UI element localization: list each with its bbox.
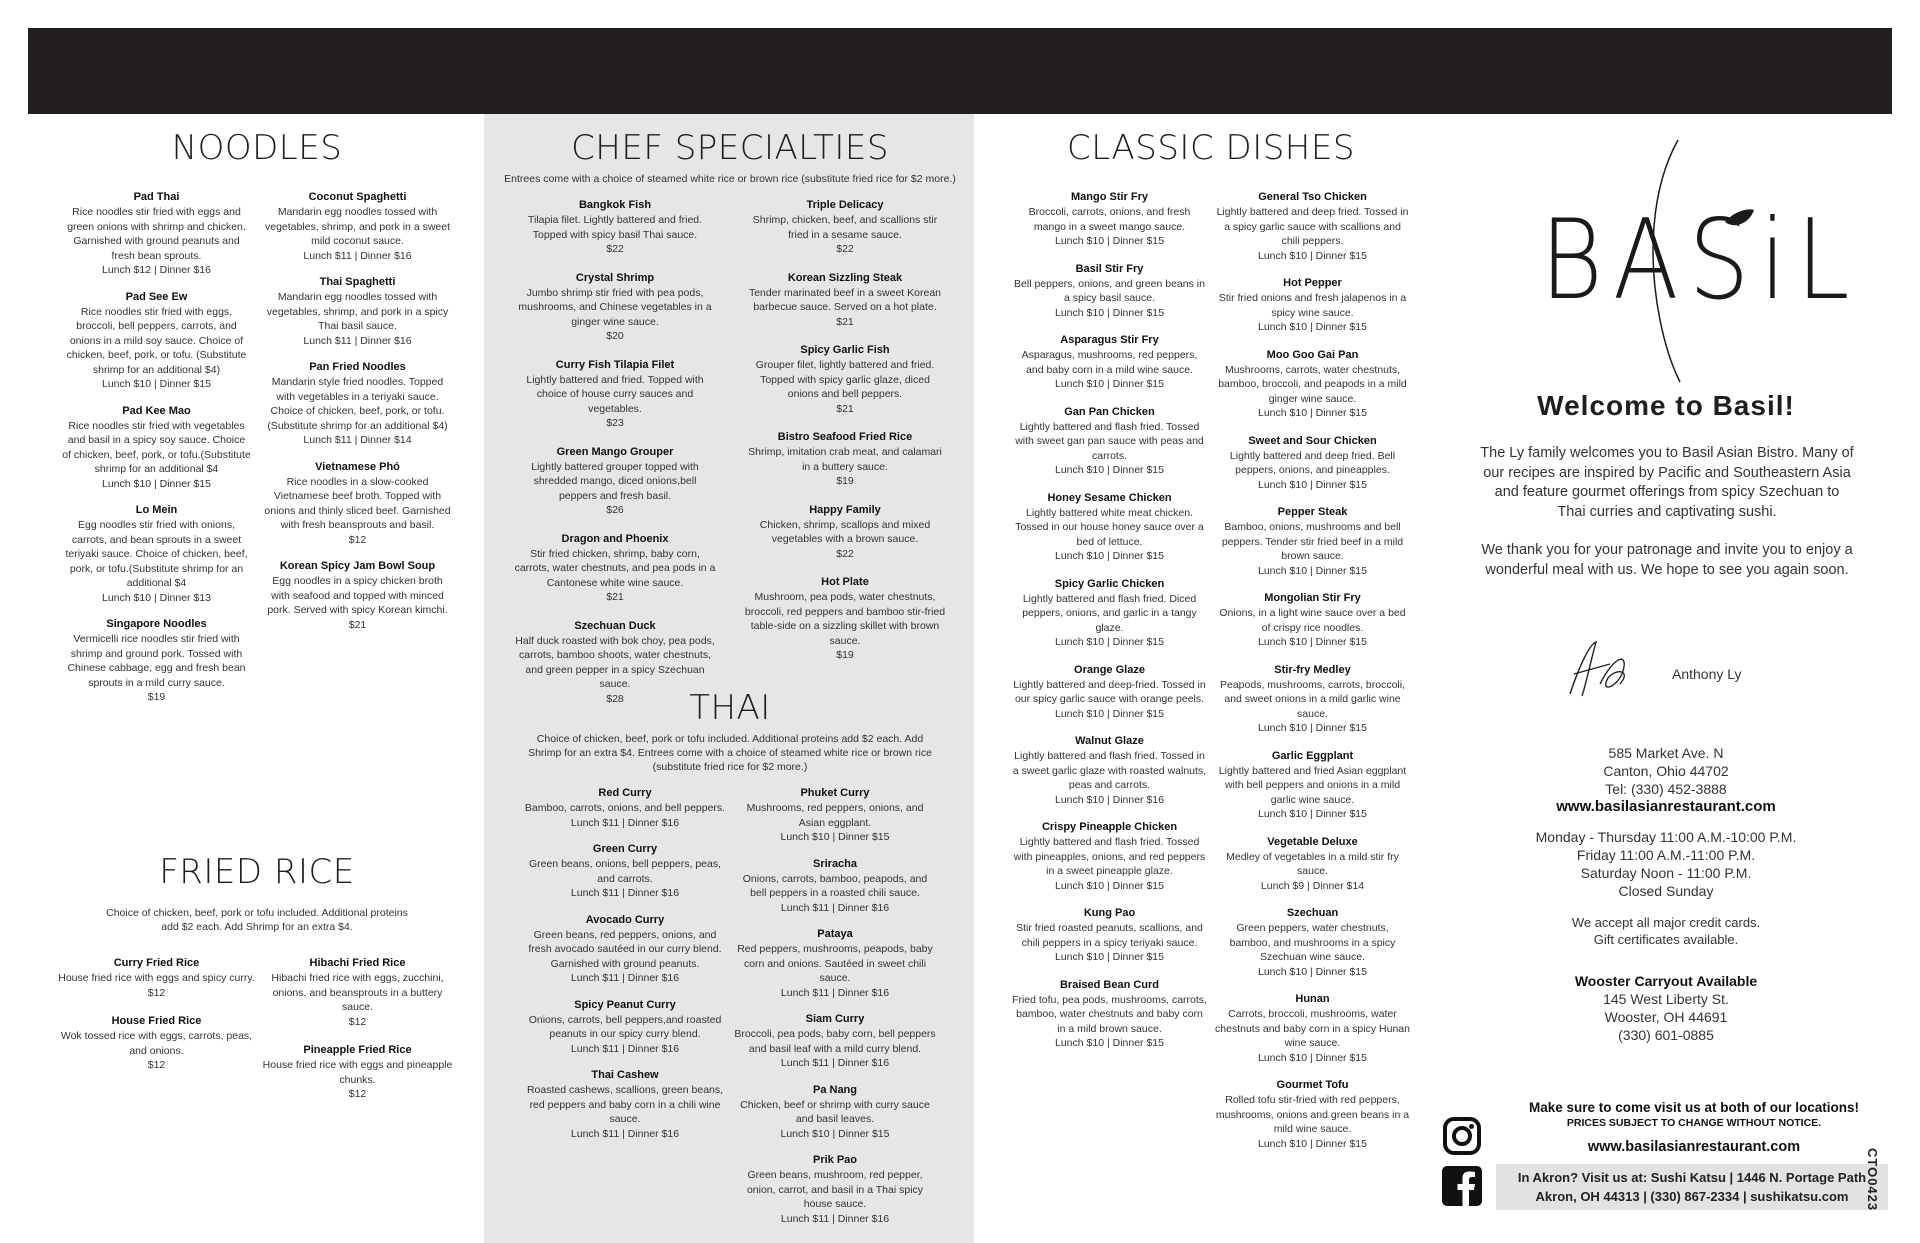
menu-item — [1012, 333, 1207, 392]
menu-item — [514, 532, 716, 605]
menu-item — [263, 275, 452, 348]
wooster-line-1: 145 West Liberty St. — [1603, 991, 1729, 1007]
menu-item-desc: Green beans, onions, bell peppers, peas, and carrots. — [528, 858, 722, 885]
menu-item-desc: Lightly battered white meat chicken. Tossed in our house honey sauce over a bed of lettuce. — [1015, 506, 1204, 548]
intro-paragraph-2: We thank you for your patronage and invite you to enjoy a wonderful meal with us. We hope to see you again soon. — [1481, 542, 1853, 578]
hours-line-1: Monday - Thursday 11:00 A.M.-10:00 P.M. — [1535, 829, 1797, 845]
menu-item — [524, 786, 726, 830]
menu-item — [1215, 663, 1410, 736]
menu-item-name: Gan Pan Chicken — [1064, 405, 1155, 418]
menu-item — [1215, 835, 1410, 894]
chef-left-list — [500, 198, 730, 720]
menu-item-desc: Medley of vegetables in a mild stir fry sauce. — [1226, 850, 1399, 877]
menu-item-name: Siam Curry — [805, 1013, 865, 1025]
menu-item-desc: Lightly battered and fried Asian eggplant with bell peppers and onions in a mild garlic wine sauce. — [1218, 764, 1407, 806]
menu-item-price: Lunch $10 | Dinner $15 — [1258, 249, 1367, 262]
menu-item — [514, 445, 716, 518]
menu-item-name: Dragon and Phoenix — [561, 532, 669, 545]
menu-item-name: Gourmet Tofu — [1276, 1079, 1349, 1091]
menu-item-price: Lunch $10 | Dinner $15 — [1055, 306, 1164, 319]
menu-item-name: Hot Plate — [821, 576, 869, 588]
basil-logo — [1540, 130, 1860, 390]
menu-item — [1215, 749, 1410, 822]
noodles-right-list — [257, 190, 458, 717]
menu-item — [62, 503, 251, 605]
menu-item-price: Lunch $10 | Dinner $15 — [780, 1127, 890, 1140]
welcome-heading: Welcome to Basil! — [1537, 390, 1795, 421]
payment-block — [1440, 914, 1892, 948]
menu-item-name: Hibachi Fried Rice — [309, 957, 406, 969]
menu-item-desc: Lightly battered and fried. Topped with choice of house curry sauces and vegetables. — [526, 373, 704, 415]
menu-item-name: Pan Fried Noodles — [309, 361, 406, 373]
menu-item-desc: Lightly battered grouper topped with shredded mango, diced onions,bell peppers and fresh basil. — [531, 460, 699, 502]
menu-item-name: Phuket Curry — [800, 787, 870, 799]
menu-item-price: Lunch $10 | Dinner $15 — [1055, 951, 1164, 963]
menu-item — [263, 460, 452, 548]
menu-item — [524, 842, 726, 901]
visit-message: Make sure to come visit us at both of our locations! — [1528, 1100, 1860, 1115]
akron-line-1: In Akron? Visit us at: Sushi Katsu | 1446 N. Portage Path — [1517, 1170, 1867, 1185]
menu-item-name: Korean Spicy Jam Bowl Soup — [279, 560, 436, 572]
menu-item-desc: Carrots, broccoli, mushrooms, water chestnuts and baby corn in a spicy Hunan wine sauce. — [1215, 1008, 1410, 1049]
menu-item-price: Lunch $10 | Dinner $15 — [1258, 1051, 1367, 1064]
menu-item-name: General Tso Chicken — [1258, 191, 1367, 203]
menu-item-desc: Lightly battered and deep-fried. Tossed in our spicy garlic sauce with orange peels. — [1013, 678, 1206, 705]
menu-item-desc: Lightly battered and flash fried. Diced peppers, onions, and garlic in a tangy glaze. — [1022, 592, 1197, 634]
menu-item-name: Crystal Shrimp — [575, 271, 655, 284]
menu-item-name: Coconut Spaghetti — [308, 191, 407, 203]
menu-item — [734, 927, 936, 1000]
menu-item-name: Pineapple Fried Rice — [303, 1044, 412, 1056]
menu-item — [524, 913, 726, 986]
menu-item-name: House Fried Rice — [111, 1015, 202, 1027]
website-link[interactable]: www.basilasianrestaurant.com — [1556, 798, 1776, 815]
thai-right-list — [730, 786, 940, 1238]
menu-item-desc: Egg noodles in a spicy chicken broth with seafood and topped with minced pork. Served with spicy Korean kimchi. — [267, 575, 448, 616]
menu-item-desc: Stir fried onions and fresh jalapenos in a spicy wine sauce. — [1218, 292, 1407, 319]
menu-item-price: Lunch $10 | Dinner $15 — [102, 378, 211, 390]
menu-item-desc: Rice noodles stir fried with eggs and green onions with shrimp and chicken. Garnished with ground peanuts and fresh bean sprouts. — [67, 206, 246, 262]
menu-item-name: Bangkok Fish — [578, 199, 652, 211]
menu-item-name: Vietnamese Phó — [315, 460, 400, 473]
menu-item-desc: Lightly battered and flash fried. Tossed with sweet gan pan sauce with peas and carrots. — [1015, 420, 1204, 462]
menu-item-name: Thai Spaghetti — [319, 276, 396, 288]
menu-item-price: $12 — [348, 1088, 367, 1100]
menu-item-desc: Mushrooms, carrots, water chestnuts, bamboo, broccoli, and peapods in a mild ginger wine sauce. — [1218, 363, 1407, 405]
menu-item-price: Lunch $10 | Dinner $15 — [1055, 550, 1164, 562]
menu-item-price: Lunch $11 | Dinner $16 — [303, 334, 412, 347]
menu-item — [1012, 262, 1207, 321]
menu-item — [734, 1012, 936, 1071]
menu-item-name: Pepper Steak — [1277, 506, 1348, 518]
menu-item-name: Garlic Eggplant — [1271, 749, 1354, 762]
menu-item-desc: Lightly battered and deep fried. Bell peppers, onions, and pineapples. — [1229, 449, 1396, 476]
menu-item-name: Sriracha — [812, 857, 858, 870]
menu-item — [257, 1043, 458, 1102]
menu-item — [744, 198, 946, 257]
menu-item-desc: Shrimp, chicken, beef, and scallions stir fried in a sesame sauce. — [752, 214, 938, 241]
menu-item-price: $19 — [147, 691, 166, 703]
menu-item — [1215, 276, 1410, 335]
menu-item — [1215, 906, 1410, 979]
fried-rice-title: FRIED RICE — [159, 852, 355, 892]
menu-item-name: Green Mango Grouper — [556, 445, 674, 458]
menu-item-desc: Hibachi fried rice with eggs, zucchini, onions, and beansprouts in a buttery sauce. — [271, 972, 444, 1013]
menu-item-name: Red Curry — [598, 787, 652, 799]
menu-item-price: Lunch $11 | Dinner $16 — [570, 1127, 680, 1140]
menu-item-name: Szechuan Duck — [574, 619, 656, 632]
menu-item-price: $12 — [147, 986, 166, 999]
menu-item — [1215, 348, 1410, 421]
menu-item — [263, 559, 452, 632]
menu-item-name: Mango Stir Fry — [1070, 191, 1148, 203]
menu-item-desc: Onions, carrots, bell peppers,and roasted peanuts in our spicy curry blend. — [528, 1013, 722, 1040]
menu-item-name: Moo Goo Gai Pan — [1266, 348, 1359, 361]
menu-item-price: $26 — [606, 504, 624, 516]
header-bar — [28, 28, 1892, 114]
akron-banner — [1496, 1164, 1888, 1210]
menu-item-name: Happy Family — [809, 503, 881, 516]
menu-item-desc: Lightly battered and flash fried. Tossed with pineapples, onions, and red peppers in a sweet pineapple glaze. — [1013, 836, 1206, 877]
wooster-block — [1440, 972, 1892, 1044]
menu-item — [257, 956, 458, 1029]
menu-item — [734, 1083, 936, 1142]
menu-item — [514, 358, 716, 431]
menu-item-desc: Broccoli, carrots, onions, and fresh mango in a sweet mango sauce. — [1028, 206, 1191, 233]
hours-line-2: Friday 11:00 A.M.-11:00 P.M. — [1576, 847, 1756, 863]
menu-item-desc: Stir fried chicken, shrimp, baby corn, carrots, water chestnuts, and pea pods in a Cantonese white wine sauce. — [514, 547, 716, 589]
menu-item — [1012, 190, 1207, 249]
cards-line-1: We accept all major credit cards. — [1571, 915, 1761, 930]
menu-item — [1215, 992, 1410, 1065]
menu-item-price: $12 — [348, 1015, 367, 1028]
hours-line-4: Closed Sunday — [1618, 883, 1714, 899]
wooster-heading: Wooster Carryout Available — [1574, 973, 1758, 989]
hours-block — [1440, 828, 1892, 900]
menu-item-name: Stir-fry Medley — [1274, 663, 1351, 676]
menu-item-desc: Mandarin egg noodles tossed with vegetables, shrimp, and pork in a spicy Thai basil sauce. — [266, 291, 449, 332]
address-line-1: 585 Market Ave. N — [1608, 745, 1724, 761]
menu-item-name: Korean Sizzling Steak — [787, 271, 903, 284]
menu-item-price: Lunch $10 | Dinner $15 — [1055, 235, 1164, 247]
menu-item-desc: Lightly battered and deep fried. Tossed in a spicy garlic sauce with scallions and chili peppers. — [1216, 206, 1409, 247]
menu-item-price: Lunch $11 | Dinner $16 — [303, 249, 412, 262]
menu-item — [1215, 434, 1410, 493]
menu-item — [514, 198, 716, 257]
menu-item-desc: Grouper filet, lightly battered and fried. Topped with spicy garlic glaze, diced onions and bell peppers. — [755, 359, 935, 400]
intro-paragraph-1: The Ly family welcomes you to Basil Asian Bistro. Many of our recipes are inspired by Pacific and Southeastern Asia and feature gourmet offerings from spicy Szechuan to Thai curries and captivating sushi. — [1480, 445, 1854, 520]
menu-item-desc: Red peppers, mushrooms, peapods, baby corn and onions. Sautéed in sweet chili sauce. — [737, 943, 933, 984]
menu-item-price: Lunch $11 | Dinner $16 — [780, 1057, 890, 1069]
classic-title: CLASSIC DISHES — [1067, 128, 1355, 168]
menu-item-price: $12 — [348, 533, 367, 546]
thai-title: THAI — [689, 688, 771, 728]
menu-item-desc: Rice noodles stir fried with eggs, broccoli, bell peppers, carrots, and onions in a mild soy sauce. Choice of chicken, beef, pork, or tofu. (Substitute shrimp for an additional $4) — [66, 305, 247, 376]
instagram-icon[interactable] — [1442, 1116, 1482, 1156]
menu-item — [62, 404, 251, 492]
menu-item — [1215, 591, 1410, 650]
menu-item-price: $22 — [606, 243, 624, 255]
fried-rice-section — [56, 852, 458, 1116]
menu-item-desc: Roasted cashews, scallions, green beans, red peppers and baby corn in a chili wine sauce. — [526, 1084, 724, 1125]
menu-item-desc: Onions, in a light wine sauce over a bed of crispy rice noodles. — [1219, 607, 1406, 634]
menu-item-price: Lunch $11 | Dinner $16 — [570, 972, 680, 984]
menu-item-name: Asparagus Stir Fry — [1060, 334, 1159, 346]
menu-item — [734, 786, 936, 845]
menu-item-name: Curry Fried Rice — [113, 957, 200, 969]
menu-item-name: Singapore Noodles — [106, 618, 207, 630]
menu-item-price: Lunch $11 | Dinner $16 — [570, 887, 680, 899]
menu-item-desc: Tender marinated beef in a sweet Korean barbecue sauce. Served on a hot plate. — [748, 286, 942, 313]
menu-item-desc: Chicken, shrimp, scallops and mixed vegetables with a brown sauce. — [759, 518, 931, 545]
menu-item — [734, 1153, 936, 1226]
menu-item — [1215, 190, 1410, 263]
telephone: Tel: (330) 452-3888 — [1605, 781, 1727, 797]
hours-line-3: Saturday Noon - 11:00 P.M. — [1580, 865, 1752, 881]
menu-item-price: Lunch $11 | Dinner $16 — [570, 1042, 680, 1055]
menu-item-price: Lunch $10 | Dinner $15 — [1055, 464, 1164, 476]
menu-item-price: $22 — [836, 547, 854, 560]
menu-item — [744, 503, 946, 562]
menu-item — [744, 271, 946, 330]
menu-item-desc: Mushrooms, red peppers, onions, and Asian eggplant. — [746, 802, 924, 829]
menu-item — [1012, 978, 1207, 1051]
menu-item-desc: Stir fried roasted peanuts, scallions, and chili peppers in a spicy teriyaki sauce. — [1016, 922, 1203, 949]
menu-item-name: Prik Pao — [812, 1154, 858, 1166]
menu-item-desc: Half duck roasted with bok choy, pea pods, carrots, bamboo shoots, water chestnuts, and green pepper in a spicy Szechuan sauce. — [515, 634, 715, 690]
menu-item-price: Lunch $10 | Dinner $15 — [1258, 722, 1367, 734]
menu-item-price: Lunch $10 | Dinner $15 — [1258, 564, 1367, 577]
menu-item-desc: Onions, carrots, bamboo, peapods, and bell peppers in a roasted chili sauce. — [742, 872, 928, 899]
menu-item — [56, 956, 257, 1000]
menu-item — [1012, 405, 1207, 478]
menu-item-desc: Tilapia filet. Lightly battered and fried. Topped with spicy basil Thai sauce. — [527, 214, 703, 241]
chef-right-list — [730, 198, 960, 720]
contact-block — [1440, 744, 1892, 816]
menu-item-price: $21 — [606, 591, 624, 603]
menu-item-desc: Rolled tofu stir-fried with red peppers, mushrooms, onions and green beans in a mild wine sauce. — [1215, 1094, 1410, 1135]
fried-rice-right-list — [257, 956, 458, 1116]
prices-notice: PRICES SUBJECT TO CHANGE WITHOUT NOTICE. — [1566, 1117, 1822, 1129]
menu-item-price: Lunch $11 | Dinner $14 — [303, 434, 412, 446]
menu-item-name: Spicy Garlic Fish — [800, 344, 890, 356]
menu-item-name: Kung Pao — [1083, 907, 1136, 919]
wooster-line-3: (330) 601-0885 — [1618, 1027, 1714, 1043]
wooster-line-2: Wooster, OH 44691 — [1604, 1009, 1728, 1025]
signature-icon — [1560, 634, 1640, 704]
menu-item-name: Orange Glaze — [1074, 663, 1145, 676]
menu-item-desc: Asparagus, mushrooms, red peppers, and baby corn in a mild wine sauce. — [1021, 349, 1198, 376]
menu-item-price: Lunch $10 | Dinner $13 — [102, 591, 211, 604]
menu-item-desc: Broccoli, pea pods, baby corn, bell peppers and basil leaf with a mild curry blend. — [734, 1028, 936, 1055]
menu-item-price: Lunch $10 | Dinner $15 — [1258, 636, 1367, 648]
thai-note: Choice of chicken, beef, pork or tofu included. Additional proteins add $2 each. Add Shrimp for an extra $4. Entrees come with a choice of steamed white rice or brown rice (substitute fried rice for $2 more.) — [528, 733, 932, 773]
menu-item-price: Lunch $10 | Dinner $15 — [1258, 965, 1367, 978]
noodles-section — [56, 114, 458, 717]
menu-item-name: Sweet and Sour Chicken — [1248, 434, 1377, 447]
menu-item-name: Pataya — [817, 928, 853, 940]
noodles-title: NOODLES — [171, 128, 343, 168]
menu-item-name: Triple Delicacy — [806, 199, 884, 211]
menu-item-name: Curry Fish Tilapia Filet — [555, 358, 675, 371]
menu-item — [1215, 1078, 1410, 1151]
menu-item-price: Lunch $10 | Dinner $15 — [1055, 378, 1164, 390]
menu-item — [514, 271, 716, 344]
menu-item-desc: Bamboo, carrots, onions, and bell peppers. — [524, 802, 726, 814]
menu-item-desc: Mushroom, pea pods, water chestnuts, broccoli, red peppers and bamboo stir-fried table-side on a sizzling skillet with brown sauce. — [744, 591, 946, 647]
menu-item-price: Lunch $10 | Dinner $15 — [1258, 478, 1367, 491]
menu-item-desc: Rice noodles stir fried with vegetables and basil in a spicy soy sauce. Choice of chicken, beef, pork, or tofu.(Substitute shrimp for an additional $4 — [62, 419, 251, 475]
logo-wordmark: BASiL — [1540, 195, 1860, 325]
menu-item-price: Lunch $10 | Dinner $15 — [102, 477, 211, 490]
menu-item-desc: Shrimp, imitation crab meat, and calamari in a buttery sauce. — [748, 446, 942, 473]
menu-item-price: Lunch $12 | Dinner $16 — [102, 264, 211, 276]
menu-item-desc: Green peppers, water chestnuts, bamboo, and mushrooms in a spicy Szechuan wine sauce. — [1229, 922, 1396, 963]
akron-line-2: Akron, OH 44313 | (330) 867-2334 | sushikatsu.com — [1535, 1189, 1849, 1204]
menu-item — [1012, 734, 1207, 807]
menu-item — [1012, 491, 1207, 564]
thai-section — [520, 688, 940, 1238]
menu-item — [744, 430, 946, 489]
menu-item-desc: Chicken, beef or shrimp with curry sauce and basil leaves. — [740, 1098, 930, 1125]
menu-item-price: Lunch $10 | Dinner $15 — [1258, 407, 1367, 419]
menu-item-name: Bistro Seafood Fried Rice — [777, 431, 913, 443]
visit-block — [1496, 1100, 1892, 1155]
menu-item — [744, 575, 946, 663]
menu-item-desc: Egg noodles stir fried with onions, carrots, and bean sprouts in a sweet teriyaki sauce. Choice of chicken, beef, pork, or tofu.(Substitute shrimp for an additional $4 — [65, 519, 248, 589]
facebook-icon[interactable] — [1442, 1166, 1482, 1206]
menu-item-name: Lo Mein — [135, 504, 178, 516]
menu-item-name: Szechuan — [1286, 907, 1339, 919]
menu-item-price: $20 — [606, 330, 624, 342]
menu-item-desc: Fried tofu, pea pods, mushrooms, carrots, bamboo, water chestnuts and baby corn in a mild brown sauce. — [1012, 993, 1207, 1035]
menu-item — [1012, 577, 1207, 650]
menu-item — [62, 190, 251, 278]
cards-line-2: Gift certificates available. — [1593, 932, 1739, 947]
menu-item-price: $21 — [836, 402, 854, 415]
menu-item-price: $22 — [836, 243, 854, 255]
menu-item — [62, 617, 251, 705]
menu-item-price: Lunch $11 | Dinner $16 — [780, 901, 890, 914]
menu-item — [1012, 820, 1207, 893]
menu-item — [524, 1068, 726, 1141]
menu-item-desc: House fried rice with eggs and spicy curry. — [58, 972, 255, 984]
menu-item — [62, 290, 251, 392]
menu-item-name: Braised Bean Curd — [1059, 978, 1160, 991]
menu-item-price: Lunch $10 | Dinner $15 — [1055, 879, 1164, 892]
menu-item — [1012, 906, 1207, 965]
menu-item-price: Lunch $10 | Dinner $15 — [1258, 321, 1367, 333]
address-line-2: Canton, Ohio 44702 — [1603, 763, 1729, 779]
menu-item-name: Spicy Peanut Curry — [574, 998, 676, 1011]
fried-rice-note: Choice of chicken, beef, pork or tofu included. Additional proteins add $2 each. Add Shrimp for an extra $4. — [106, 907, 408, 933]
menu-item-desc: Peapods, mushrooms, carrots, broccoli, and sweet onions in a mild garlic wine sauce. — [1220, 678, 1405, 720]
menu-item-price: $21 — [836, 315, 854, 328]
chef-specialties-section — [500, 114, 960, 720]
menu-code: CTO0423 — [1865, 1148, 1880, 1212]
menu-item-desc: Mandarin egg noodles tossed with vegetables, shrimp, and pork in a sweet mild coconut sauce. — [264, 206, 451, 247]
menu-item-price: Lunch $11 | Dinner $16 — [780, 986, 890, 999]
classic-left-list — [1008, 190, 1211, 1164]
menu-item-name: Pad Kee Mao — [122, 404, 191, 417]
menu-item-desc: Rice noodles in a slow-cooked Vietnamese beef broth. Topped with onions and thinly sliced beef. Garnished with fresh beansprouts and basil. — [264, 475, 451, 531]
menu-item-desc: House fried rice with eggs and pineapple chunks. — [262, 1059, 453, 1086]
menu-item-name: Green Curry — [592, 843, 658, 855]
thai-left-list — [520, 786, 730, 1238]
menu-item-price: Lunch $10 | Dinner $15 — [1055, 636, 1164, 648]
menu-item-desc: Green beans, red peppers, onions, and fresh avocado sautéed in our curry blend. Garnished with ground peanuts. — [528, 928, 722, 970]
menu-item — [56, 1014, 257, 1073]
menu-item — [734, 857, 936, 916]
menu-item-name: Walnut Glaze — [1075, 735, 1144, 747]
menu-item-desc: Vermicelli rice noodles stir fried with shrimp and ground pork. Tossed with Chinese cabbage, egg and fresh bean sprouts in a mild curry sauce. — [67, 633, 246, 689]
intro-text — [1480, 444, 1854, 599]
menu-item-price: $19 — [836, 649, 854, 661]
menu-item-price: Lunch $10 | Dinner $16 — [1055, 793, 1164, 806]
menu-item-desc: Lightly battered and flash fried. Tossed in a sweet garlic glaze with roasted walnuts, peas and carrots. — [1012, 750, 1207, 791]
menu-item-price: Lunch $11 | Dinner $16 — [570, 816, 680, 829]
menu-item — [263, 360, 452, 448]
website-link-footer[interactable]: www.basilasianrestaurant.com — [1587, 1139, 1801, 1155]
menu-item-desc: Wok tossed rice with eggs, carrots, peas, and onions. — [60, 1030, 253, 1057]
menu-item — [1012, 663, 1207, 722]
signer-name: Anthony Ly — [1672, 666, 1742, 682]
menu-item-price: $19 — [836, 475, 854, 487]
menu-item — [744, 343, 946, 416]
menu-item-name: Hunan — [1295, 993, 1330, 1005]
menu-item-price: Lunch $10 | Dinner $15 — [1258, 1137, 1367, 1150]
menu-item-desc: Green beans, mushroom, red pepper, onion, carrot, and basil in a Thai spicy house sauce. — [746, 1169, 924, 1210]
menu-item-name: Avocado Curry — [585, 913, 665, 926]
menu-item-name: Pa Nang — [812, 1083, 857, 1096]
chef-note: Entrees come with a choice of steamed white rice or brown rice (substitute fried rice for $2 more.) — [504, 173, 956, 185]
menu-item-price: $23 — [606, 417, 624, 429]
menu-item — [524, 998, 726, 1057]
fried-rice-left-list — [56, 956, 257, 1116]
classic-dishes-section — [1008, 114, 1414, 1164]
menu-item-price: $21 — [348, 618, 367, 631]
menu-item — [263, 190, 452, 263]
menu-item-name: Hot Pepper — [1283, 277, 1342, 289]
menu-item-name: Pad See Ew — [125, 290, 188, 303]
chef-title: CHEF SPECIALTIES — [571, 128, 889, 168]
menu-item-name: Honey Sesame Chicken — [1047, 491, 1172, 504]
menu-item-desc: Mandarin style fried noodles. Topped with vegetables in a teriyaki sauce. Choice of chicken, beef, pork, or tofu.(Substitute shrimp for an additional $4) — [267, 376, 448, 432]
menu-item-price: Lunch $10 | Dinner $15 — [780, 831, 890, 843]
menu-item-name: Thai Cashew — [591, 1069, 659, 1081]
menu-item-price: Lunch $10 | Dinner $15 — [1055, 707, 1164, 720]
menu-item-name: Pad Thai — [133, 191, 180, 203]
menu-item-name: Crispy Pineapple Chicken — [1041, 821, 1178, 833]
menu-item-desc: Jumbo shrimp stir fried with pea pods, mushrooms, and Chinese vegetables in a ginger wine sauce. — [518, 286, 712, 328]
menu-item-name: Vegetable Deluxe — [1267, 835, 1358, 848]
menu-item-name: Basil Stir Fry — [1075, 262, 1144, 275]
menu-item-price: $28 — [606, 692, 624, 705]
menu-item-desc: Bell peppers, onions, and green beans in a spicy basil sauce. — [1014, 277, 1205, 304]
menu-item-name: Mongolian Stir Fry — [1264, 592, 1361, 604]
classic-right-list — [1211, 190, 1414, 1164]
menu-item-desc: Bamboo, onions, mushrooms and bell peppers. Tender stir fried beef in a mild brown sauce. — [1221, 521, 1404, 562]
menu-item-price: $12 — [147, 1059, 166, 1071]
menu-item-price: Lunch $10 | Dinner $15 — [1055, 1037, 1164, 1049]
noodles-left-list — [56, 190, 257, 717]
menu-item-price: Lunch $10 | Dinner $15 — [1258, 808, 1367, 820]
menu-item-price: Lunch $11 | Dinner $16 — [780, 1212, 890, 1225]
menu-item — [1215, 505, 1410, 578]
menu-item-price: Lunch $9 | Dinner $14 — [1260, 879, 1365, 892]
menu-item-name: Spicy Garlic Chicken — [1054, 577, 1165, 590]
